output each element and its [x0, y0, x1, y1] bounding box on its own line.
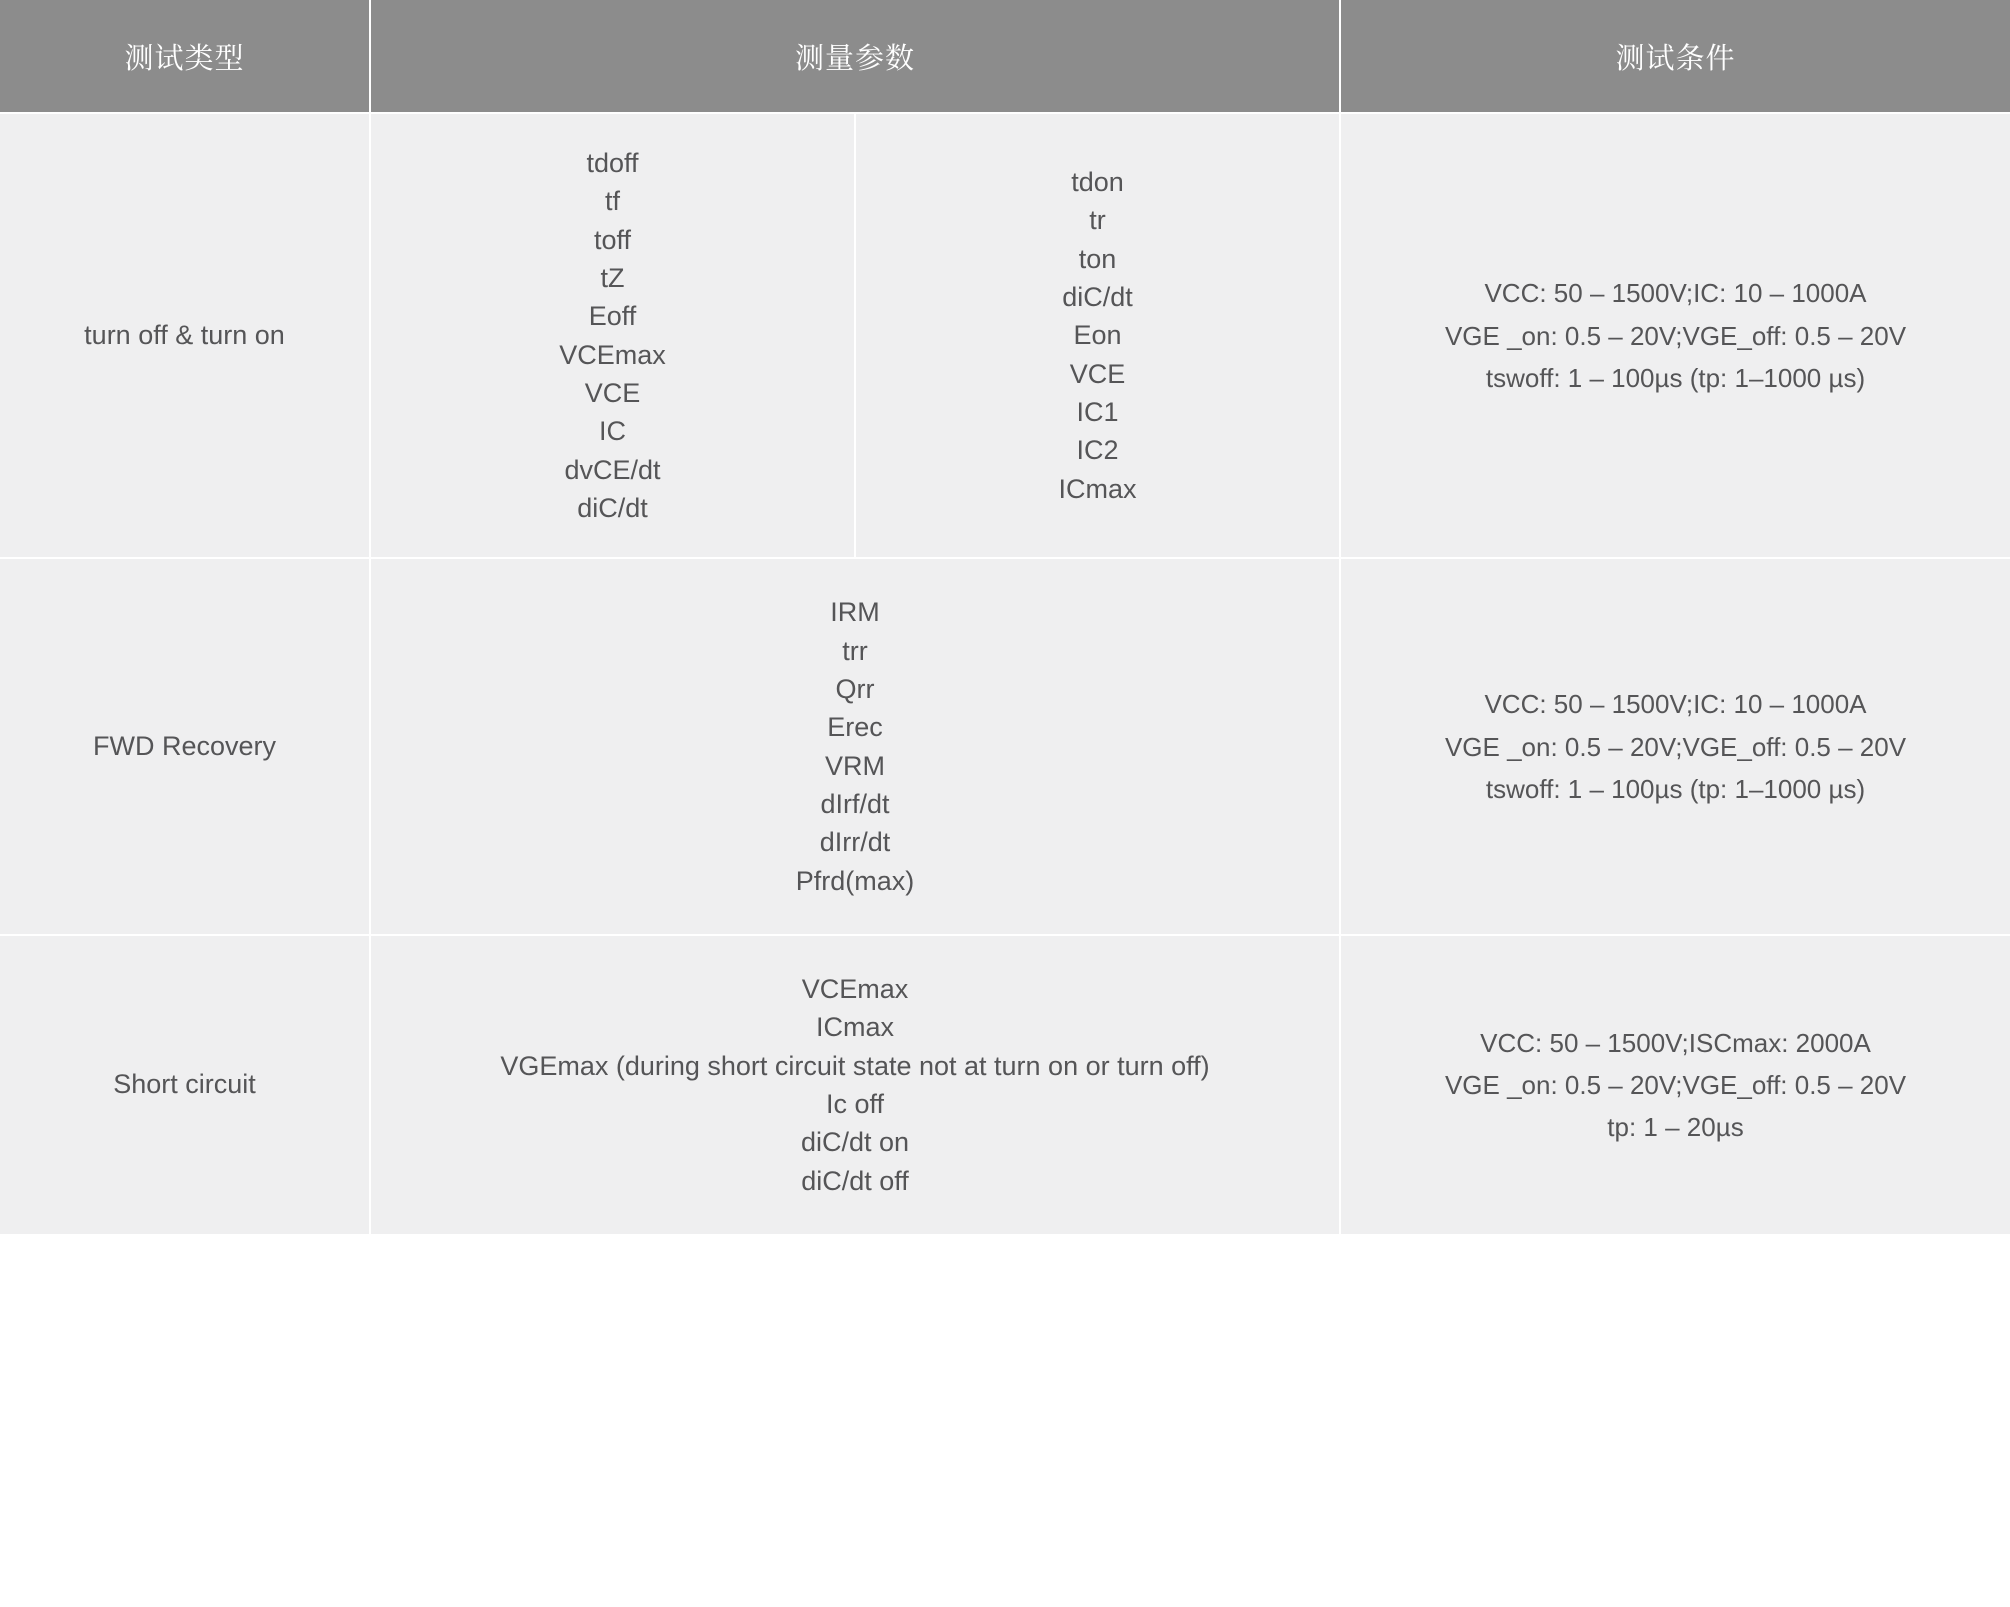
parameter-column-right: [856, 114, 1339, 557]
parameter-item: IC2: [1076, 435, 1119, 466]
cell-test-conditions: [1340, 558, 2010, 935]
parameter-item: toff: [593, 224, 632, 255]
parameter-item: IC: [599, 416, 626, 447]
parameter-item: tdoff: [586, 148, 639, 178]
parameter-item: Eon: [1073, 320, 1122, 351]
parameter-item: VCEmax: [559, 339, 666, 370]
parameter-item: dIrf/dt: [820, 788, 890, 819]
parameter-item: ICmax: [1058, 473, 1137, 504]
parameter-item: ton: [1078, 243, 1117, 274]
parameter-item: diC/dt on: [800, 1127, 910, 1158]
parameter-list-left: [559, 114, 666, 557]
parameter-item: tdon: [1071, 167, 1124, 198]
table-body: [0, 113, 2010, 1234]
column-header-test-conditions: 测试条件: [1340, 0, 2010, 113]
parameter-item: Ic off: [825, 1088, 885, 1119]
parameter-column-left: [371, 114, 856, 557]
parameter-item: Erec: [827, 712, 883, 743]
parameter-item: VCE: [584, 377, 641, 408]
table-header: [0, 0, 2010, 113]
condition-item: tswoff: 1 – 100µs (tp: 1–1000 µs): [1485, 773, 1866, 804]
table-row: [0, 935, 2010, 1234]
parameter-item: diC/dt: [577, 492, 648, 523]
cell-measurement-parameters: [370, 113, 1340, 558]
parameter-item: Qrr: [835, 673, 875, 704]
cell-test-type: FWD Recovery: [0, 558, 370, 935]
parameter-item: Eoff: [588, 301, 637, 332]
condition-item: VGE _on: 0.5 – 20V;VGE_off: 0.5 – 20V: [1444, 320, 1907, 351]
parameter-item: VCEmax: [801, 973, 909, 1004]
header-row: [0, 0, 2010, 113]
parameter-item: diC/dt: [1062, 282, 1133, 313]
cell-test-type: turn off & turn on: [0, 113, 370, 558]
table-row: [0, 113, 2010, 558]
condition-item: VGE _on: 0.5 – 20V;VGE_off: 0.5 – 20V: [1444, 731, 1907, 762]
parameter-item: tZ: [600, 262, 625, 293]
column-header-measurement-parameters: 测量参数: [370, 0, 1340, 113]
condition-item: VCC: 50 – 1500V;ISCmax: 2000A: [1480, 1027, 1871, 1058]
condition-list: [1355, 683, 1996, 809]
condition-item: VCC: 50 – 1500V;IC: 10 – 1000A: [1484, 689, 1867, 720]
cell-test-conditions: [1340, 935, 2010, 1234]
parameter-list: [371, 559, 1339, 934]
parameter-item: Pfrd(max): [795, 865, 915, 896]
parameter-item: diC/dt off: [801, 1165, 909, 1196]
parameter-item: ICmax: [815, 1012, 894, 1043]
table-row: [0, 558, 2010, 935]
parameter-item: VGEmax (during short circuit state not at turn on or turn off): [500, 1050, 1210, 1081]
parameter-item: VRM: [825, 750, 885, 781]
condition-item: tp: 1 – 20µs: [1607, 1111, 1744, 1142]
parameter-item: trr: [842, 635, 868, 666]
parameter-item: dIrr/dt: [819, 827, 891, 858]
cell-test-type: Short circuit: [0, 935, 370, 1234]
parameter-list: [371, 936, 1339, 1234]
parameter-list-right: [1058, 133, 1136, 538]
parameter-columns: [371, 114, 1339, 557]
condition-list: [1355, 272, 1996, 398]
parameter-item: IC1: [1076, 397, 1119, 428]
condition-item: tswoff: 1 – 100µs (tp: 1–1000 µs): [1485, 362, 1866, 393]
parameter-item: VCE: [1069, 358, 1126, 389]
column-header-test-type: 测试类型: [0, 0, 370, 113]
cell-measurement-parameters: [370, 935, 1340, 1234]
condition-item: VGE _on: 0.5 – 20V;VGE_off: 0.5 – 20V: [1444, 1069, 1907, 1100]
cell-test-conditions: [1340, 113, 2010, 558]
parameter-item: dvCE/dt: [564, 454, 661, 485]
condition-item: VCC: 50 – 1500V;IC: 10 – 1000A: [1484, 278, 1867, 309]
parameter-item: IRM: [830, 597, 880, 628]
cell-measurement-parameters: [370, 558, 1340, 935]
condition-list: [1355, 1022, 1996, 1148]
parameter-item: tf: [604, 186, 620, 217]
parameter-item: tr: [1089, 205, 1106, 236]
